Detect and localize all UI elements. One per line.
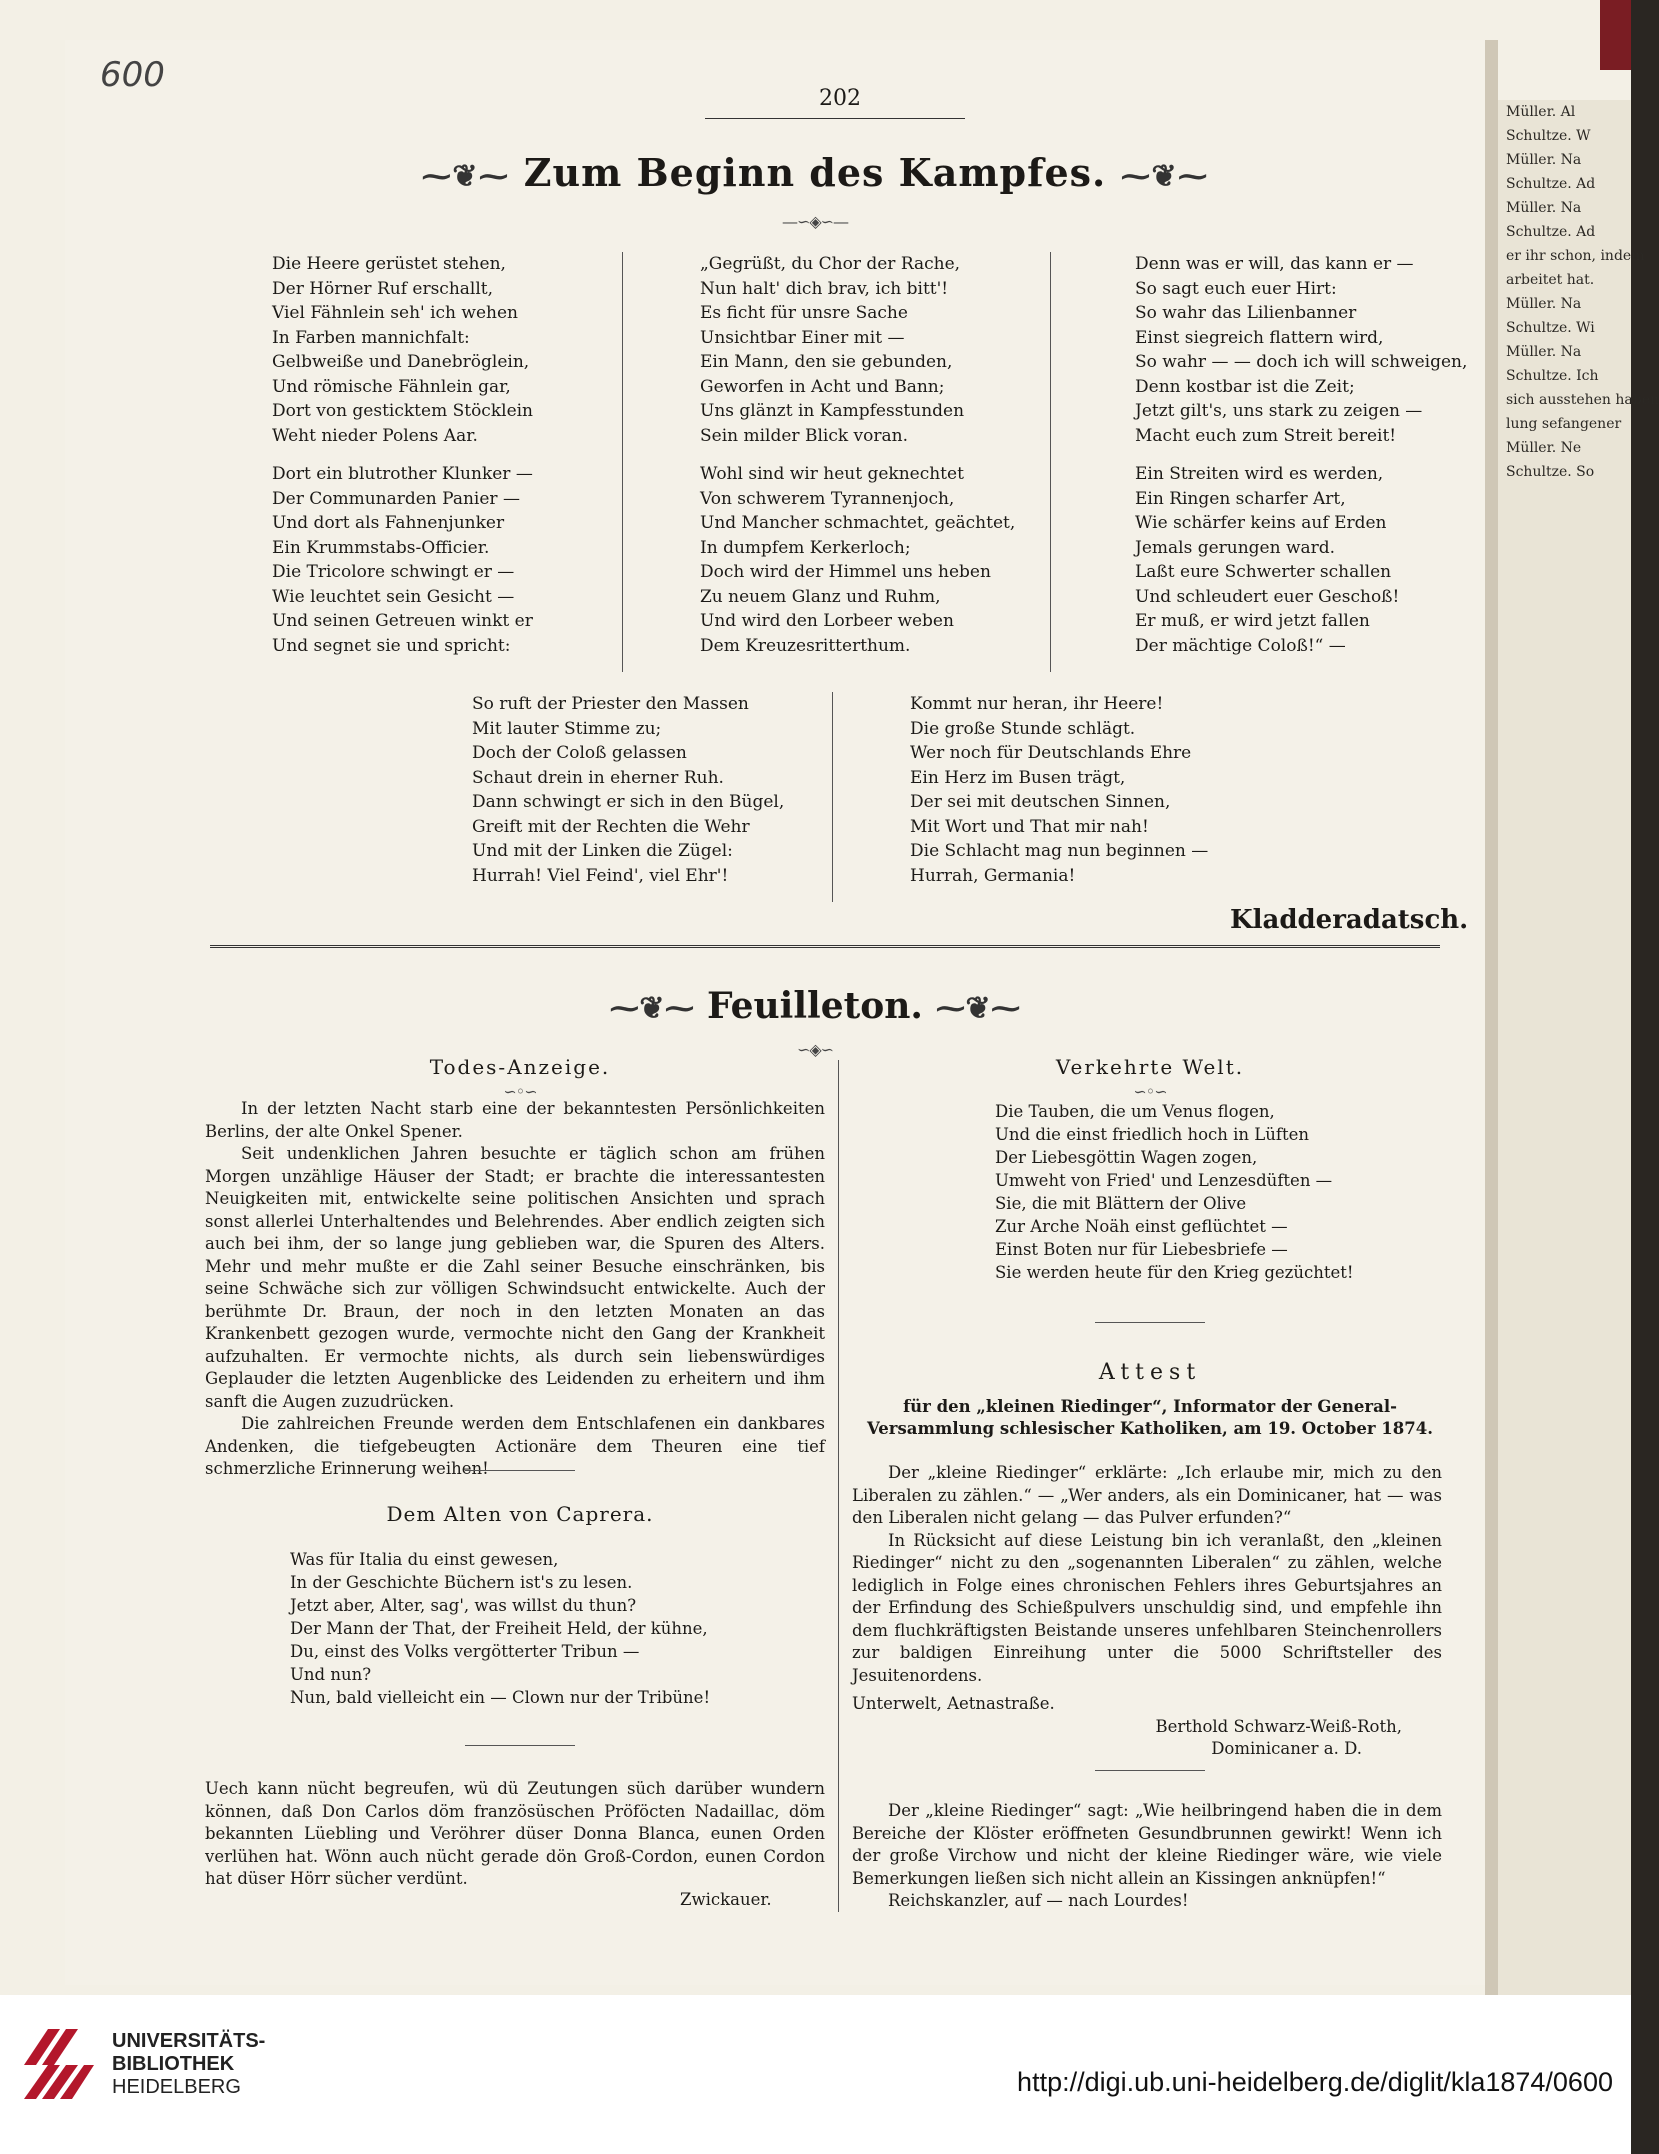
poem-line: Die Tauben, die um Venus flogen, [995, 1102, 1275, 1121]
poem-title-text: Zum Beginn des Kampfes. [523, 150, 1107, 195]
todes-anzeige-paragraph: Die zahlreichen Freunde werden dem Entschlafenen ein dankbares Andenken, die tiefgebeugten Actionäre dem Theuren eine tief schmerzliche Erinnerung weihen! [205, 1414, 825, 1478]
poem-line: Zu neuem Glanz und Ruhm, [700, 586, 941, 607]
poem-stanza [272, 462, 533, 658]
page-edge [1485, 40, 1498, 1995]
poem-line: Sie werden heute für den Krieg gezüchtet! [995, 1263, 1354, 1282]
small-ornament-icon: ∽◦∽ [503, 1082, 537, 1101]
poem-line: Und schleudert euer Geschoß! [1135, 586, 1400, 607]
poem-line: So sagt euch euer Hirt: [1135, 278, 1337, 299]
poem-title [380, 150, 1250, 195]
poem-line: Die Tricolore schwingt er — [272, 562, 515, 582]
poem-line: Uns glänzt in Kampfesstunden [700, 401, 965, 421]
kladderadatsch-signature: Kladderadatsch. [1230, 905, 1469, 935]
short-rule [1095, 1770, 1205, 1771]
poem-line: Ein Herz im Busen trägt, [910, 767, 1126, 788]
poem-line: Wer noch für Deutschlands Ehre [910, 743, 1192, 763]
ornament-rule-icon: —∽◈∽— [781, 212, 849, 231]
poem-line: Hurrah! Viel Feind', viel Ehr'! [472, 865, 729, 886]
feuilleton-title [600, 985, 1030, 1027]
poem-line: Ein Ringen scharfer Art, [1135, 488, 1346, 509]
facing-page-fragment: er ihr schon, indem [1506, 248, 1645, 264]
poem-line: Jetzt gilt's, uns stark zu zeigen — [1135, 401, 1423, 421]
short-rule [465, 1745, 575, 1746]
poem-line: Und römische Fähnlein gar, [272, 376, 511, 397]
poem-line: Kommt nur heran, ihr Heere! [910, 694, 1164, 714]
attest-paragraph-2: In Rücksicht auf diese Leistung bin ich veranlaßt, den „kleinen Riedinger“ nicht zu den „sogenannten Liberalen“ zu zählen, welche lediglich in Folge eines chronischen Fehlers ihres Geburtsjahres an der Erfindung des Schießpulvers unschuldig sind, und empfehle ihn dem fluchkräftigsten Beistande unseres unfehlbaren Steinchenrollers zur baldigen Einreihung unter die 5000 Schriftsteller des Jesuitenordens. [852, 1530, 1442, 1685]
right-flourish-icon: ⁓❦⁓ [1120, 159, 1209, 194]
poem-line: Jemals gerungen ward. [1135, 537, 1336, 558]
poem-column-2 [700, 252, 1015, 658]
facing-page-fragment: Müller. Na [1506, 200, 1582, 216]
facing-page-fragment: Schultze. Wi [1506, 320, 1595, 336]
poem-line: Ein Streiten wird es werden, [1135, 464, 1384, 484]
facing-page-fragment: Schultze. Ich [1506, 368, 1599, 384]
facing-page-bleed [1498, 100, 1659, 1995]
verkehrte-welt-heading: Verkehrte Welt. [1055, 1055, 1245, 1079]
poem-line: Die große Stunde schlägt. [910, 718, 1136, 739]
poem-line: Viel Fähnlein seh' ich wehen [272, 303, 518, 323]
poem-line: Die Schlacht mag nun beginnen — [910, 841, 1209, 861]
ornament-rule-icon: ∽◈∽ [796, 1040, 834, 1059]
poem-line: Wie leuchtet sein Gesicht — [272, 586, 515, 607]
poem-line: Doch der Coloß gelassen [472, 743, 687, 763]
column-divider [622, 252, 623, 672]
riedinger-last-line: Reichskanzler, auf — nach Lourdes! [888, 1891, 1189, 1910]
poem-line: In Farben mannichfalt: [272, 327, 470, 348]
library-footer [0, 1995, 1631, 2154]
left-flourish-icon: ⁓❦⁓ [609, 991, 695, 1026]
poem-line: Dann schwingt er sich in den Bügel, [472, 792, 785, 812]
library-name-line-2: BIBLIOTHEK [112, 2053, 235, 2075]
library-name-line-1: UNIVERSITÄTS- [112, 2030, 266, 2052]
poem-line: Jetzt aber, Alter, sag', was willst du thun? [290, 1596, 637, 1615]
poem-stanza [700, 252, 1015, 448]
poem-line: Mit lauter Stimme zu; [472, 718, 662, 739]
poem-line: Er muß, er wird jetzt fallen [1135, 611, 1370, 631]
poem-line: So wahr — — doch ich will schweigen, [1135, 352, 1468, 372]
library-name-line-3: HEIDELBERG [112, 2076, 241, 2098]
attest-text [852, 1462, 1442, 1761]
facing-page-fragment: Müller. Na [1506, 296, 1582, 312]
poem-line: Von schwerem Tyrannenjoch, [700, 488, 955, 509]
caprera-poem [290, 1548, 710, 1709]
zwickauer-text [205, 1778, 825, 1891]
facing-page-fragment: arbeitet hat. [1506, 272, 1595, 288]
poem-line: Weht nieder Polens Aar. [272, 425, 478, 446]
poem-line: Was für Italia du einst gewesen, [290, 1550, 559, 1569]
attest-signature-title: Dominicaner a. D. [1211, 1739, 1362, 1758]
poem-line: Geworfen in Acht und Bann; [700, 376, 945, 397]
poem-line: Einst siegreich flattern wird, [1135, 327, 1384, 348]
short-rule [1095, 1322, 1205, 1323]
permalink-url[interactable]: http://digi.ub.uni-heidelberg.de/diglit/kla1874/0600 [1017, 2067, 1613, 2097]
handwritten-folio-note: 600 [100, 55, 165, 95]
poem-line: Du, einst des Volks vergötterter Tribun — [290, 1642, 640, 1661]
poem-line: „Gegrüßt, du Chor der Rache, [700, 254, 961, 274]
attest-heading: Attest [1098, 1360, 1202, 1385]
facing-page-fragment: sich ausstehen haben [1506, 392, 1659, 408]
facing-page-fragment: Schultze. So [1506, 464, 1595, 480]
riedinger-text [852, 1800, 1442, 1913]
poem-stanza [1135, 252, 1467, 448]
caprera-heading: Dem Alten von Caprera. [386, 1502, 654, 1526]
attest-subheading: für den „kleinen Riedinger“, Informator der General-Versammlung schlesischer Katholiken, am 19. October 1874. [867, 1397, 1433, 1438]
facing-page-fragment: lung sefangener [1506, 416, 1622, 432]
poem-line: Gelbweiße und Danebröglein, [272, 352, 530, 372]
poem-line: Der Mann der That, der Freiheit Held, der kühne, [290, 1619, 708, 1638]
zwickauer-paragraph: Uech kann nücht begreufen, wü dü Zeutungen süch darüber wundern können, daß Don Carlos döm französüschen Pröföcten Nadaillac, döm bekannten Lüebling und Veröhrer düser Donna Blanca, eunen Orden verlühen hat. Wönn auch nücht gerade dön Groß-Cordon, eunen Cordon hat düser Hörr sücher verdünt. [205, 1779, 825, 1888]
poem-line: Wohl sind wir heut geknechtet [700, 464, 964, 484]
todes-anzeige-paragraph: Seit undenklichen Jahren besuchte er täglich schon am frühen Morgen unzählige Häuser der Stadt; er brachte die interessantesten Neuigkeiten mit, entwickelte seine politischen Ansichten und sprach sonst allerlei Unterhaltendes und Belehrendes. Aber endlich zeigten sich auch bei ihm, der so lange jung geblieben war, die Spuren des Alters. Mehr und mehr mußte er die Zahl seiner Besuche einschränken, bis seine Schwäche sich zur völligen Schwindsucht entwickelte. Auch der berühmte Dr. Braun, der noch in den letzten Monaten an das Krankenbett gezogen wurde, vermochte nicht den Gang der Krankheit aufzuhalten. Er vermochte nichts, als durch sein liebenswürdiges Geplauder die letzten Augenblicke des Leidenden zu erheitern und ihm sanft die Augen zuzudrücken. [205, 1144, 825, 1411]
column-divider [838, 1060, 839, 1912]
poem-line: Ein Mann, den sie gebunden, [700, 352, 953, 372]
poem-line: Mit Wort und That mir nah! [910, 816, 1149, 837]
todes-anzeige-text [205, 1098, 825, 1481]
poem-line: Ein Krummstabs-Officier. [272, 537, 490, 558]
left-flourish-icon: ⁓❦⁓ [421, 159, 510, 194]
poem-line: Und nun? [290, 1665, 372, 1684]
poem-line: Dort ein blutrother Klunker — [272, 464, 533, 484]
binding-strip [1600, 0, 1631, 70]
poem-line: Der mächtige Coloß!“ — [1135, 635, 1346, 656]
attest-signature-name: Berthold Schwarz-Weiß-Roth, [1155, 1716, 1402, 1736]
facing-page-fragment: Müller. Na [1506, 344, 1582, 360]
facing-page-fragment: Müller. Ne [1506, 440, 1582, 456]
poem-stanza [1135, 462, 1467, 658]
poem-line: Und wird den Lorbeer weben [700, 611, 954, 631]
riedinger-paragraph: Der „kleine Riedinger“ sagt: „Wie heilbringend haben die in dem Bereiche der Klöster eröffneten Gesundbrunnen gewirkt! Wenn ich der große Virchow und nicht der kleine Riedinger wäre, wie viele Bemerkungen ließen sich nicht allein an Kissingen anknüpfen!“ [852, 1801, 1442, 1888]
poem-line: Doch wird der Himmel uns heben [700, 562, 991, 582]
right-flourish-icon: ⁓❦⁓ [935, 991, 1021, 1026]
short-rule [465, 1470, 575, 1471]
poem-line: Und Mancher schmachtet, geächtet, [700, 513, 1016, 533]
poem-line: Nun, bald vielleicht ein — Clown nur der Tribüne! [290, 1688, 711, 1707]
poem-line: Unsichtbar Einer mit — [700, 327, 905, 348]
poem-line: Zur Arche Noäh einst geflüchtet — [995, 1217, 1288, 1236]
poem-line: In dumpfem Kerkerloch; [700, 537, 911, 558]
poem-line: Macht euch zum Streit bereit! [1135, 425, 1397, 446]
page-number: 202 [819, 86, 861, 111]
facing-page-fragment: Schultze. W [1506, 128, 1591, 144]
zwickauer-signature: Zwickauer. [680, 1890, 772, 1909]
poem-line: Der Communarden Panier — [272, 488, 520, 509]
facing-page-fragment: Müller. Al [1506, 104, 1576, 120]
poem-line: Dem Kreuzesritterthum. [700, 635, 911, 656]
poem-line: Denn was er will, das kann er — [1135, 254, 1414, 274]
poem-line: Greift mit der Rechten die Wehr [472, 816, 750, 837]
poem-bottom-left [472, 692, 784, 888]
poem-line: Laßt eure Schwerter schallen [1135, 562, 1392, 582]
attest-place: Unterwelt, Aetnastraße. [852, 1694, 1055, 1713]
poem-line: Und seinen Getreuen winkt er [272, 611, 533, 631]
section-rule [210, 945, 1440, 948]
verkehrte-welt-poem [995, 1100, 1354, 1284]
column-divider [832, 692, 833, 902]
poem-line: Nun halt' dich brav, ich bitt'! [700, 278, 949, 299]
poem-line: Denn kostbar ist die Zeit; [1135, 376, 1355, 397]
poem-line: Und mit der Linken die Zügel: [472, 841, 733, 861]
facing-page-fragment: Schultze. Ad [1506, 224, 1596, 240]
poem-line: Der Liebesgöttin Wagen zogen, [995, 1148, 1258, 1167]
facing-page-fragment: Schultze. Ad [1506, 176, 1596, 192]
poem-stanza [700, 462, 1015, 658]
poem-bottom-right [910, 692, 1208, 888]
poem-line: Schaut drein in eherner Ruh. [472, 767, 724, 788]
poem-column-1 [272, 252, 533, 658]
poem-line: Und segnet sie und spricht: [272, 635, 511, 656]
poem-line: So wahr das Lilienbanner [1135, 303, 1357, 323]
poem-line: Umweht von Fried' und Lenzesdüften — [995, 1171, 1333, 1190]
poem-line: Sie, die mit Blättern der Olive [995, 1194, 1247, 1213]
poem-line: Sein milder Blick voran. [700, 425, 909, 446]
page-number-rule [705, 118, 965, 119]
feuilleton-title-text: Feuilleton. [707, 985, 923, 1027]
poem-line: Der sei mit deutschen Sinnen, [910, 792, 1171, 812]
poem-line: Die Heere gerüstet stehen, [272, 254, 506, 274]
poem-line: Dort von gesticktem Stöcklein [272, 401, 534, 421]
poem-line: Und die einst friedlich hoch in Lüften [995, 1125, 1309, 1144]
small-ornament-icon: ∽◦∽ [1133, 1082, 1167, 1101]
todes-anzeige-paragraph: In der letzten Nacht starb eine der bekanntesten Persönlichkeiten Berlins, der alte Onkel Spener. [205, 1099, 825, 1141]
poem-column-3 [1135, 252, 1467, 658]
todes-anzeige-heading: Todes-Anzeige. [429, 1055, 611, 1079]
column-divider [1050, 252, 1051, 672]
poem-stanza [272, 252, 533, 448]
poem-line: Einst Boten nur für Liebesbriefe — [995, 1240, 1288, 1259]
poem-line: Der Hörner Ruf erschallt, [272, 278, 494, 299]
attest-paragraph-1: Der „kleine Riedinger“ erklärte: „Ich erlaube mir, mich zu den Liberalen zu zählen.“ — „Wer anders, als ein Dominicaner, hat — was den Liberalen nicht gelang — das Pulver erfunden?“ [852, 1463, 1442, 1527]
poem-line: Wie schärfer keins auf Erden [1135, 513, 1387, 533]
poem-line: In der Geschichte Büchern ist's zu lesen. [290, 1573, 633, 1592]
poem-line: So ruft der Priester den Massen [472, 694, 749, 714]
poem-line: Hurrah, Germania! [910, 865, 1076, 886]
poem-line: Und dort als Fahnenjunker [272, 513, 505, 533]
poem-line: Es ficht für unsre Sache [700, 303, 908, 323]
facing-page-fragment: Müller. Na [1506, 152, 1582, 168]
library-name [112, 2030, 265, 2099]
university-library-logo-icon [18, 2025, 96, 2103]
